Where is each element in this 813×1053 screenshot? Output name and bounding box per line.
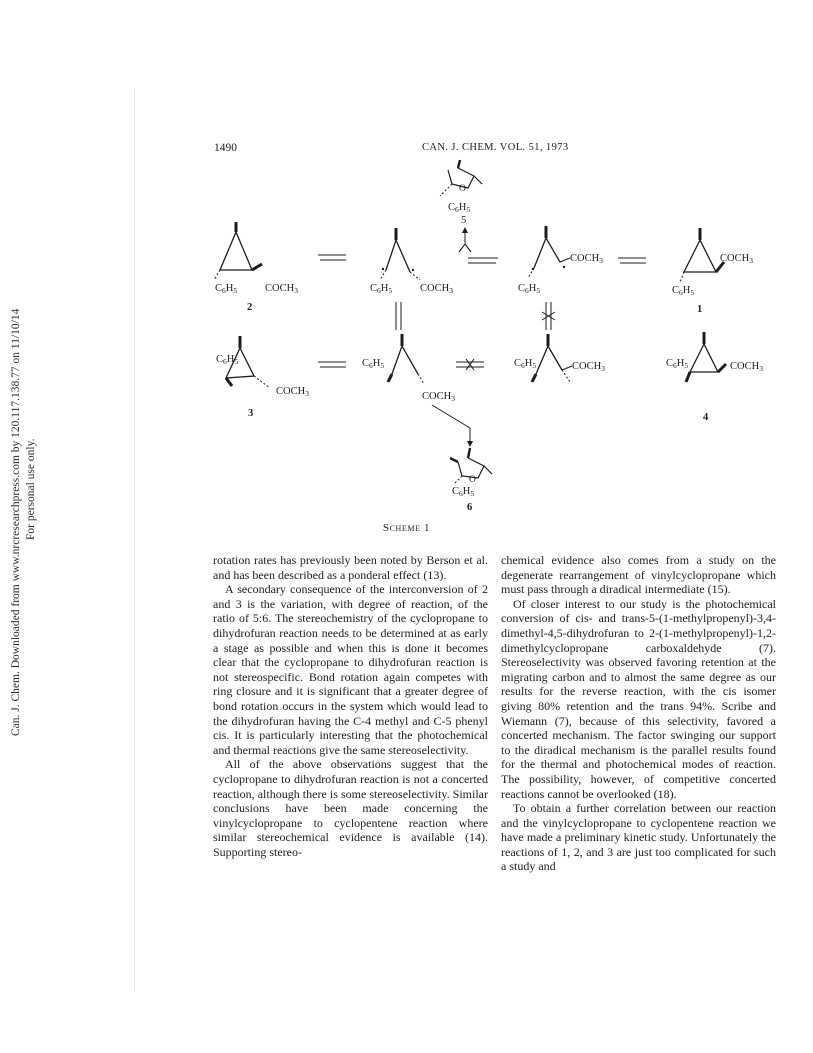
diradical-b — [518, 226, 603, 295]
scheme-caption: Scheme 1 — [382, 522, 431, 534]
c6h5-text: C — [448, 202, 456, 213]
paragraph: chemical evidence also comes from a study on the degenerate rearrangement of vinylcyclopropane which must pass through a diradical intermediate (15). — [501, 553, 776, 597]
compound-number: 5 — [461, 215, 467, 226]
svg-text:C6H5: C6H5 — [518, 283, 541, 295]
paragraph: rotation rates has previously been noted by Berson et al. and has been described as a ponderal effect (13). — [213, 553, 488, 582]
svg-text:C6H5: C6H5 — [666, 358, 689, 370]
diradical-d — [514, 334, 605, 382]
svg-text:COCH3: COCH3 — [730, 361, 763, 373]
compound-number: 6 — [467, 502, 473, 513]
compound-number: 3 — [248, 408, 254, 419]
svg-text:C6H5: C6H5 — [672, 285, 695, 297]
compound-number: 1 — [697, 304, 703, 315]
paragraph: To obtain a further correlation between our reaction and the vinylcyclopropane to cyclopentene reaction we have made a preliminary kinetic study. Unfortunately the reactions of 1, 2, and 3 are just too complicated for such a study and — [501, 801, 776, 874]
svg-text:C6H5: C6H5 — [215, 283, 238, 295]
compound-1 — [672, 228, 753, 315]
svg-text:COCH3: COCH3 — [572, 361, 605, 373]
left-column — [213, 553, 488, 859]
watermark-line-1: Can. J. Chem. Downloaded from www.nrcresearchpress.com by 120.117.138.77 on 11/10/14 — [10, 308, 22, 736]
compound-number: 2 — [247, 302, 253, 313]
svg-text:COCH3: COCH3 — [265, 283, 298, 295]
svg-text:C6H5: C6H5 — [452, 486, 475, 498]
compound-2 — [214, 222, 298, 313]
svg-text:C6H5: C6H5 — [362, 358, 385, 370]
svg-text:C6H5: C6H5 — [370, 283, 393, 295]
right-column — [501, 553, 776, 874]
compound-number: 4 — [703, 412, 709, 423]
svg-text:COCH3: COCH3 — [276, 386, 309, 398]
compound-3 — [216, 336, 309, 419]
svg-text:O: O — [469, 475, 476, 485]
svg-text:C6H5: C6H5 — [216, 354, 239, 366]
paragraph: All of the above observations suggest that the cyclopropane to dihydrofuran reaction is not a concerted reaction, although there is some stereoselectivity. Similar conclusions have been made concerning the vinylcyclopropane to cyclopentene reaction where similar stereochemical evidence is available (14). Supporting stereo- — [213, 757, 488, 859]
compound-6 — [450, 448, 492, 513]
paragraph: Of closer interest to our study is the photochemical conversion of cis- and trans-5-(1-methylpropenyl)-3,4-dimethyl-4,5-dihydrofuran to 2-(1-methylpropenyl)-1,2-dimethylcyclopropane carboxaldehyde (7). Stereoselectivity was observed favoring retention at the migrating carbon and to almost the same degree as our results for the reverse reaction, with the cis isomer giving 80% retention and the trans 94%. Scribe and Wiemann (7), because of this selectivity, favored a concerted mechanism. The factor swinging our support to the diradical mechanism is the parallel results found for the thermal and photochemical modes of reaction. The possibility, however, of competitive concerted reactions cannot be overlooked (18). — [501, 596, 776, 801]
diradical-c — [362, 334, 455, 403]
svg-text:COCH3: COCH3 — [422, 391, 455, 403]
paragraph: A secondary consequence of the interconversion of 2 and 3 is the variation, with degree of reaction, of the ratio of 5:6. The stereochemistry of the cyclopropane to dihydrofuran reaction needs to be determined at as early a stage as possible and when this is done it becomes clear that the cyclopropane to dihydrofuran reaction is not stereospecific. Bond rotation again competes with ring closure and it is significant that a greater degree of bond rotation occurs in the system which would lead to the dihydrofuran having the C-4 methyl and C-5 phenyl cis. It is particularly interesting that the photochemical and thermal reactions give the same stereoselectivity. — [213, 582, 488, 757]
svg-text:C6H5: C6H5 — [514, 358, 537, 370]
running-head: CAN. J. CHEM. VOL. 51, 1973 — [422, 142, 569, 153]
svg-text:C6H5: C6H5 — [448, 202, 471, 214]
compound-4 — [666, 332, 763, 423]
diradical-a — [370, 228, 453, 295]
svg-text:COCH3: COCH3 — [570, 253, 603, 265]
svg-text:O: O — [459, 184, 466, 194]
watermark-line-2: For personal use only. — [25, 438, 37, 540]
svg-text:COCH3: COCH3 — [720, 253, 753, 265]
svg-text:COCH3: COCH3 — [420, 283, 453, 295]
compound-5 — [440, 160, 482, 252]
page-number: 1490 — [214, 142, 237, 154]
